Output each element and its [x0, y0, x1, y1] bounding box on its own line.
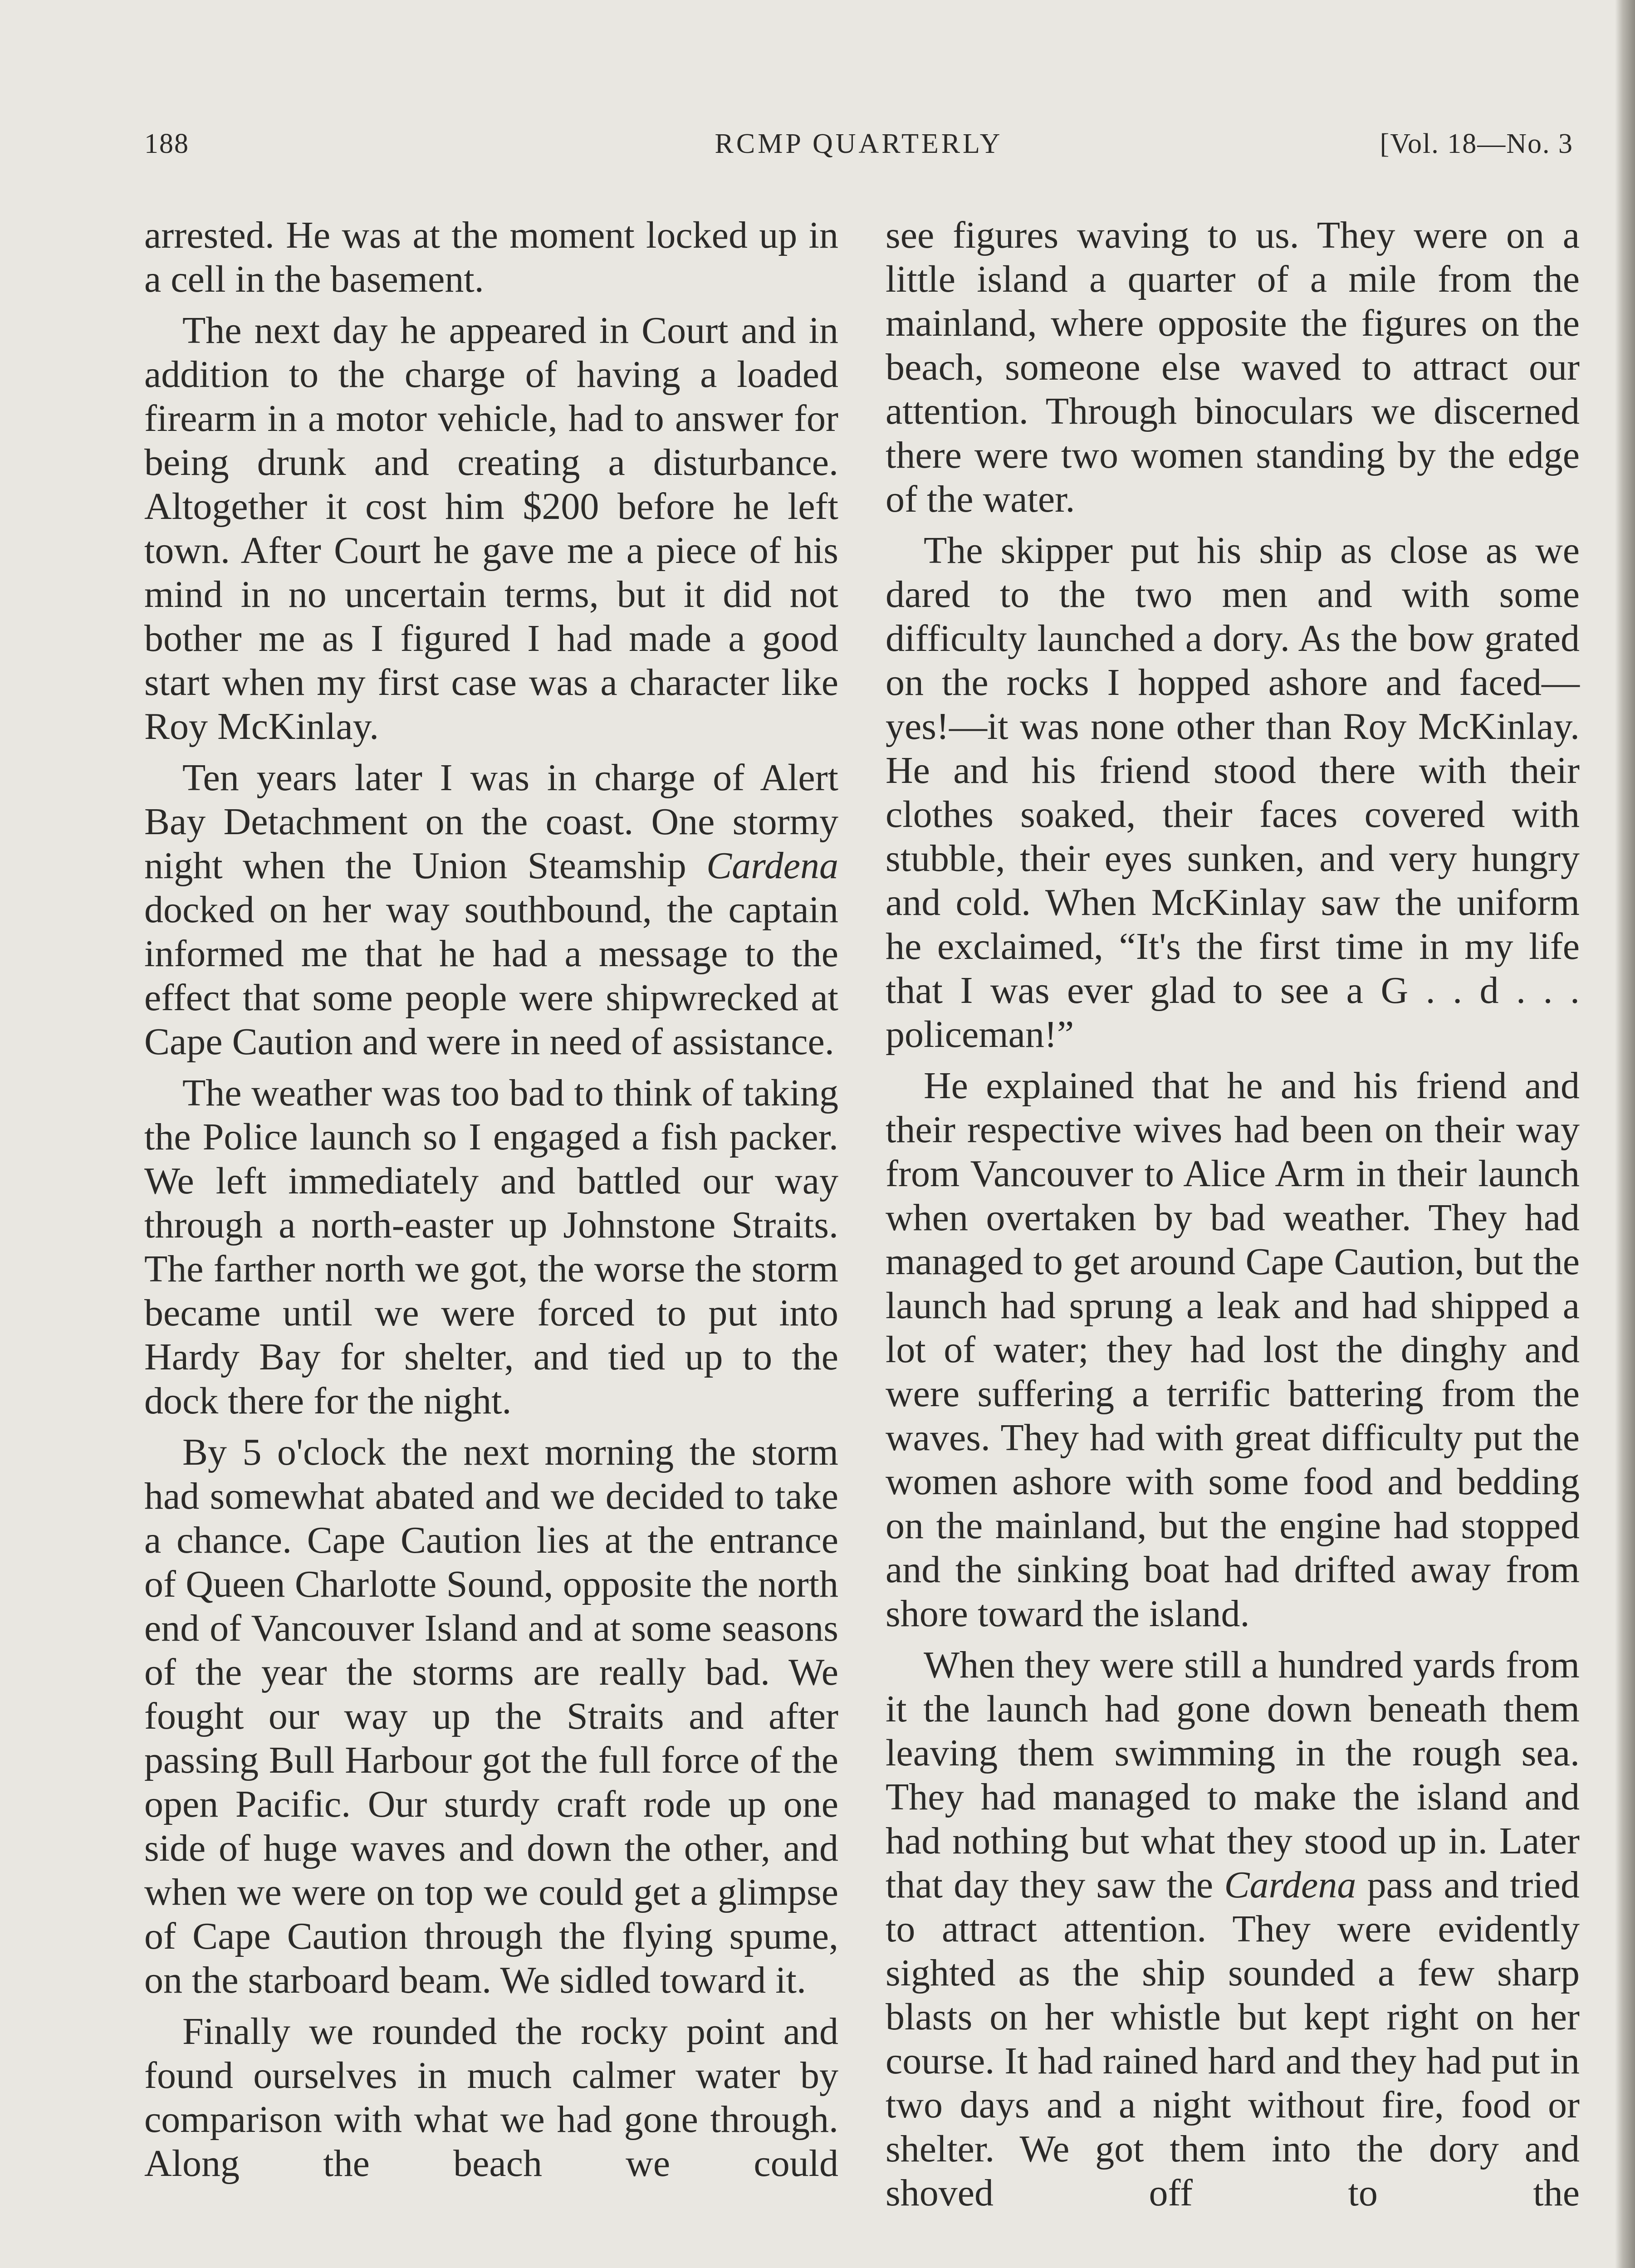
paragraph: By 5 o'clock the next morning the storm had somewhat abated and we decided to take a chance. Cape Caution lies at the entrance of Queen Charlotte Sound, opposite the north end of Vancouver Island and at some seasons of the year the storms are really bad. We fought our way up the Straits and after passing Bull Harbour got the full force of the open Pacific. Our sturdy craft rode up one side of huge waves and down the other, and when we were on top we could get a glimpse of Cape Caution through the flying spume, on the starboard beam. We sidled toward it. [144, 1431, 838, 2001]
paragraph: He explained that he and his friend and their respective wives had been on their way from Vancouver to Alice Arm in their launch when overtaken by bad weather. They had managed to get around Cape Caution, but the launch had sprung a leak and had shipped a lot of water; they had lost the dinghy and were suffering a terrific battering from the waves. They had with great difficulty put the women ashore with some food and bedding on the mainland, but the engine had stopped and the sinking boat had drifted away from shore toward the island. [886, 1065, 1580, 1635]
text-run: pass and tried to attract attention. They were evidently sighted as the ship sounded a few sharp blasts on her whistle but kept right on her course. It had rained hard and they had put in two days and a night without fire, food or shelter. We got them into the dory and shoved off to the [886, 1864, 1580, 2214]
text-run: docked on her way southbound, the captain informed me that he had a message to the effect that some people were shipwrecked at Cape Caution and were in need of assistance. [144, 889, 838, 1063]
page-edge-shadow [1615, 0, 1635, 2268]
ship-name: Cardena [706, 845, 838, 887]
right-column [886, 213, 1580, 2268]
text-run: When they were still a hundred yards from it the launch had gone down beneath them leaving them swimming in the rough sea. They had managed to make the island and had nothing but what they stood up in. Later that day they saw the [886, 1644, 1580, 1906]
paragraph [886, 1643, 1580, 2215]
paragraph: The next day he appeared in Court and in addition to the charge of having a loaded firearm in a motor vehicle, had to answer for being drunk and creating a disturbance. Altogether it cost him $200 before he left town. After Court he gave me a piece of his mind in no uncertain terms, but it did not bother me as I figured I had made a good start when my first case was a character like Roy McKinlay. [144, 309, 838, 748]
paragraph: The skipper put his ship as close as we dared to the two men and with some difficulty launched a dory. As the bow grated on the rocks I hopped ashore and faced—yes!—it was none other than Roy McKinlay. He and his friend stood there with their clothes soaked, their faces covered with stubble, their eyes sunken, and very hungry and cold. When McKinlay saw the uniform he exclaimed, “It's the first time in my life that I was ever glad to see a G . . d . . . policeman!” [886, 529, 1580, 1056]
paragraph: Finally we rounded the rocky point and found ourselves in much calmer water by comparison with what we had gone through. Along the beach we could [144, 2010, 838, 2185]
left-column [144, 213, 838, 2268]
text-run: Ten years later I was in charge of Alert Bay Detachment on the coast. One stormy night when the Union Steamship [144, 757, 838, 887]
journal-title: RCMP QUARTERLY [715, 128, 1003, 159]
page-number: 188 [144, 128, 189, 159]
paragraph: arrested. He was at the moment locked up in a cell in the basement. [144, 214, 838, 300]
volume-issue: [Vol. 18—No. 3 [1380, 128, 1573, 159]
running-header [144, 128, 1573, 164]
paragraph: The weather was too bad to think of taking the Police launch so I engaged a fish packer. We left immediately and battled our way through a north-easter up Johnstone Straits. The farther north we got, the worse the storm became until we were forced to put into Hardy Bay for shelter, and tied up to the dock there for the night. [144, 1072, 838, 1422]
ship-name: Cardena [1224, 1864, 1356, 1906]
paragraph: see figures waving to us. They were on a little island a quarter of a mile from the mainland, where opposite the figures on the beach, someone else waved to attract our attention. Through binoculars we discerned there were two women standing by the edge of the water. [886, 214, 1580, 520]
paragraph [144, 756, 838, 1064]
